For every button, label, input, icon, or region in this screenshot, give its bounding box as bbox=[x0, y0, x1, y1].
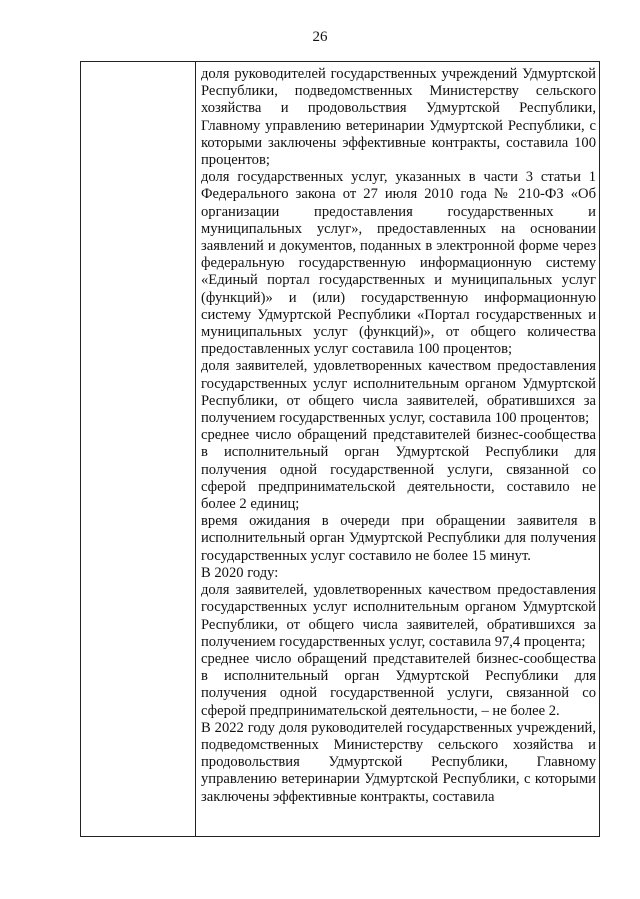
paragraph-managers-share-2022: В 2022 году доля руководителей государственных учреждений, подведомственных Министерству сельского хозяйства и продовольствия Удмуртской Республики, Главному управлению ветеринарии Удмуртской Республики, с которыми заключены эффективные контракты, составила bbox=[201, 719, 596, 805]
page-number: 26 bbox=[312, 29, 328, 45]
paragraph-electronic-services-share: доля государственных услуг, указанных в части 3 статьи 1 Федерального закона от 27 июля 2010 года № 210-ФЗ «Об организации предоставления государственных и муниципальных услуг», предоставленных на основании заявлений и документов, поданных в электронной форме через федеральную государственную информационную систему «Единый портал государственных и муниципальных услуг (функций)» и (или) государственную информационную систему Удмуртской Республики «Портал государственных и муниципальных услуг (функций)», от общего количества предоставленных услуг составила 100 процентов; bbox=[201, 169, 596, 358]
paragraph-managers-share-2021: доля руководителей государственных учреждений Удмуртской Республики, подведомственных Министерству сельского хозяйства и продовольствия Удмуртской Республики, Главному управлению ветеринарии Удмуртской Республики, с которыми заключены эффективные контракты, составила 100 процентов; bbox=[201, 66, 596, 169]
paragraph-applicant-satisfaction: доля заявителей, удовлетворенных качеством предоставления государственных услуг исполнительным органом Удмуртской Республики, от общего числа заявителей, обратившихся за получением государственных услуг, составила 100 процентов; bbox=[201, 358, 596, 427]
paragraph-business-requests-2020: среднее число обращений представителей бизнес-сообщества в исполнительный орган Удмуртской Республики для получения одной государственной услуги, связанной со сферой предпринимательской деятельности, – не более 2. bbox=[201, 650, 596, 719]
table-right-cell bbox=[196, 62, 599, 836]
document-table bbox=[80, 61, 600, 837]
table-left-cell bbox=[81, 62, 196, 836]
paragraph-year-2020-heading: В 2020 году: bbox=[201, 564, 279, 581]
paragraph-business-requests: среднее число обращений представителей бизнес-сообщества в исполнительный орган Удмуртской Республики для получения одной государственной услуги, связанной со сферой предпринимательской деятельности, составило не более 2 единиц; bbox=[201, 427, 596, 513]
paragraph-applicant-satisfaction-2020: доля заявителей, удовлетворенных качеством предоставления государственных услуг исполнительным органом Удмуртской Республики, от общего числа заявителей, обратившихся за получением государственных услуг, составила 97,4 процента; bbox=[201, 582, 596, 650]
paragraph-queue-time: время ожидания в очереди при обращении заявителя в исполнительный орган Удмуртской Республики для получения государственных услуг составило не более 15 минут. bbox=[201, 513, 596, 564]
